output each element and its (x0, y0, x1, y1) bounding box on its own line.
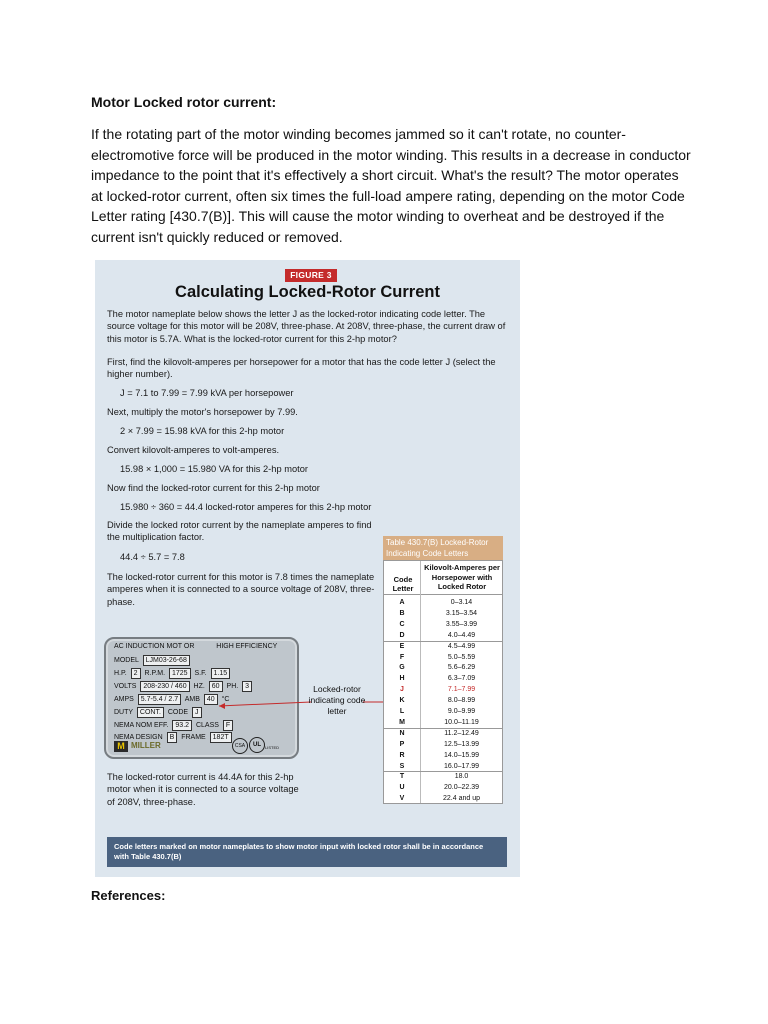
table-cell-kva: 20.0–22.39 (443, 784, 480, 792)
np-amb-label: AMB (184, 696, 200, 703)
np-amb-unit: °C (221, 696, 230, 703)
table-cell-letter: T (399, 773, 405, 781)
table-row (384, 771, 502, 782)
table-cell-kva: 6.3–7.09 (447, 675, 476, 683)
figure-caption: Code letters marked on motor nameplates to show motor input with locked rotor shall be in accordance with Table 430.7(B) (107, 837, 507, 867)
np-amps-label: AMPS (114, 696, 134, 703)
table-cell-letter: F (399, 653, 405, 661)
table-cell-letter: M (399, 718, 405, 726)
np-amb-value: 40 (204, 694, 218, 705)
table-cell-kva: 10.0–11.19 (444, 718, 479, 726)
table-cell-kva: 22.4 and up (443, 795, 480, 803)
table-cell-kva: 5.0–5.59 (447, 653, 476, 661)
table-cell-kva: 3.15–3.54 (445, 609, 478, 617)
table-divider (384, 594, 502, 595)
table-cell-kva: 9.0–9.99 (447, 708, 476, 715)
table-cell-kva: 4.0–4.49 (447, 631, 476, 639)
table-cell-kva: 12.5–13.99 (443, 740, 480, 748)
np-code-value: J (192, 707, 202, 718)
figure-result2: The locked-rotor current is 44.4A for this 2-hp motor when it is connected to a source voltage of 208V, three-phase. (107, 772, 299, 807)
miller-logo-text: MILLER (131, 741, 161, 750)
np-model-label: MODEL (114, 657, 139, 664)
np-frame-value: 182T (210, 732, 232, 743)
np-hz-label: HZ. (193, 683, 205, 690)
np-design-value: B (167, 732, 178, 743)
table-cell-kva: 18.0 (454, 773, 469, 781)
table-row (384, 673, 502, 684)
table-cell-letter: K (399, 697, 405, 705)
np-sf-label: S.F. (194, 670, 207, 677)
np-line1a: AC INDUCTION MOT OR (114, 643, 195, 650)
table-cell-letter: R (399, 751, 405, 759)
table-cell-letter: V (399, 795, 405, 803)
table-cell-letter: P (399, 740, 405, 748)
np-hp-label: H.P. (114, 670, 127, 677)
table-row (384, 695, 502, 706)
table-row (384, 619, 502, 630)
np-ph-label: PH. (226, 683, 239, 690)
np-hz-value: 60 (209, 681, 223, 692)
figure-step3: Convert kilovolt-amperes to volt-amperes. (107, 445, 280, 455)
np-code-label: CODE (167, 709, 189, 716)
figure-result1: The locked-rotor current for this motor is 7.8 times the nameplate amperes when it is connected to a source voltage of 208V, three-phase. (107, 572, 375, 607)
table-cell-kva: 14.0–15.99 (443, 751, 480, 759)
np-class-value: F (223, 720, 233, 731)
table-cell-kva: 3.55–3.99 (445, 620, 478, 628)
table-row (384, 597, 502, 608)
np-rpm-value: 1725 (169, 668, 191, 679)
table-row (384, 652, 502, 663)
table-title: Table 430.7(B) Locked-Rotor Indicating Code Letters (383, 536, 503, 560)
figure-intro: The motor nameplate below shows the letter J as the locked-rotor indicating code letter. The source voltage for this motor will be 208V, three-phase. At 208V, three-phase, the current draw of this motor is 5.7A. What is the locked-rotor current for this 2-hp motor? (107, 309, 506, 344)
table-cell-kva: 4.5–4.99 (447, 642, 476, 650)
table-cell-kva: 5.6–6.29 (447, 664, 476, 672)
table-cell-letter: N (399, 729, 405, 737)
figure-eq3: 15.98 × 1,000 = 15.980 VA for this 2-hp motor (120, 464, 308, 474)
table-row (384, 630, 502, 641)
figure-title: Calculating Locked-Rotor Current (175, 283, 440, 301)
table-cell-kva: 8.0–8.99 (447, 697, 476, 705)
table-cell-letter: S (399, 762, 405, 770)
np-line1b: HIGH EFFICIENCY (216, 643, 278, 650)
figure-label: FIGURE 3 (285, 269, 337, 282)
table-cell-kva: 0–3.14 (450, 599, 473, 606)
table-cell-kva: 11.2–12.49 (444, 729, 479, 737)
doc-paragraph: If the rotating part of the motor winding becomes jammed so it can't rotate, no counter-electromotive force will be produced in the motor winding. This results in a decrease in conductor impedance to the point that it's effectively a short circuit. What's the result? The motor operates at locked-rotor current, often six times the full-load ampere rating, depending on the motor Code Letter rating [430.7(B)]. This will cause the motor winding to overheat and be destroyed if the current isn't quickly reduced or removed. (91, 126, 691, 245)
csa-mark-icon: CSA (232, 738, 248, 754)
table-row (384, 782, 502, 793)
np-volts-value: 208-230 / 460 (140, 681, 189, 692)
table-row (384, 684, 502, 695)
table-row (384, 728, 502, 739)
np-hp-value: 2 (131, 668, 141, 679)
table-row (384, 761, 502, 772)
table-row (384, 706, 502, 717)
np-duty-value: CONT. (137, 707, 164, 718)
table-cell-letter: G (399, 664, 405, 672)
table-cell-letter: U (399, 784, 405, 792)
table-cell-letter: H (399, 675, 405, 683)
table-row (384, 608, 502, 619)
table-row (384, 739, 502, 750)
table-cell-letter: D (399, 631, 405, 639)
table-cell-letter: J (400, 686, 404, 694)
np-frame-label: FRAME (181, 734, 206, 741)
figure-step2: Next, multiply the motor's horsepower by 7.99. (107, 407, 298, 417)
np-ph-value: 3 (242, 681, 252, 692)
table-row (384, 750, 502, 761)
table-cell-kva: 7.1–7.99 (447, 686, 476, 694)
table-cell-kva: 16.0–17.99 (443, 762, 480, 770)
table-row (384, 662, 502, 673)
np-class-label: CLASS (195, 722, 219, 729)
figure-3 (95, 260, 520, 877)
table-row (384, 793, 502, 804)
doc-heading: Motor Locked rotor current: (91, 94, 277, 110)
np-duty-label: DUTY (114, 709, 133, 716)
np-rpm-label: R.P.M. (144, 670, 166, 677)
ul-listed-text: LISTED (265, 745, 280, 750)
table-cell-letter: C (399, 620, 405, 628)
table-row (384, 717, 502, 728)
table-cell-letter: L (399, 708, 405, 715)
table-header-kva: Kilovolt-Amperes per Horsepower with Locked Rotor (424, 563, 500, 591)
np-eff-label: NEMA NOM EFF. (114, 722, 169, 729)
figure-step5: Divide the locked rotor current by the nameplate amperes to find the multiplication factor. (107, 520, 372, 543)
figure-eq5: 44.4 ÷ 5.7 = 7.8 (120, 552, 185, 562)
np-amps-value: 5.7-5.4 / 2.7 (138, 694, 181, 705)
figure-eq2: 2 × 7.99 = 15.98 kVA for this 2-hp motor (120, 426, 285, 436)
table-cell-letter: A (399, 599, 405, 606)
np-design-label: NEMA DESIGN (114, 734, 163, 741)
figure-eq4: 15.980 ÷ 360 = 44.4 locked-rotor amperes for this 2-hp motor (120, 502, 372, 512)
figure-step4: Now find the locked-rotor current for this 2-hp motor (107, 483, 320, 493)
ul-mark-icon: UL (249, 737, 265, 753)
callout-label: Locked-rotor indicating code letter (308, 684, 366, 716)
np-eff-value: 93.2 (172, 720, 192, 731)
miller-logo-icon: M (114, 741, 128, 752)
figure-eq1: J = 7.1 to 7.99 = 7.99 kVA per horsepower (120, 388, 294, 398)
np-sf-value: 1.15 (211, 668, 231, 679)
np-volts-label: VOLTS (114, 683, 137, 690)
table-header-code: Code Letter (392, 575, 414, 593)
table-row (384, 641, 502, 652)
np-model-value: LJM03-26-68 (143, 655, 190, 666)
table-cell-letter: B (399, 609, 405, 617)
code-letter-table (383, 560, 503, 804)
references-heading: References: (91, 888, 166, 903)
table-cell-letter: E (399, 642, 405, 650)
figure-step1: First, find the kilovolt-amperes per horsepower for a motor that has the code letter J (select the higher number). (107, 357, 496, 380)
